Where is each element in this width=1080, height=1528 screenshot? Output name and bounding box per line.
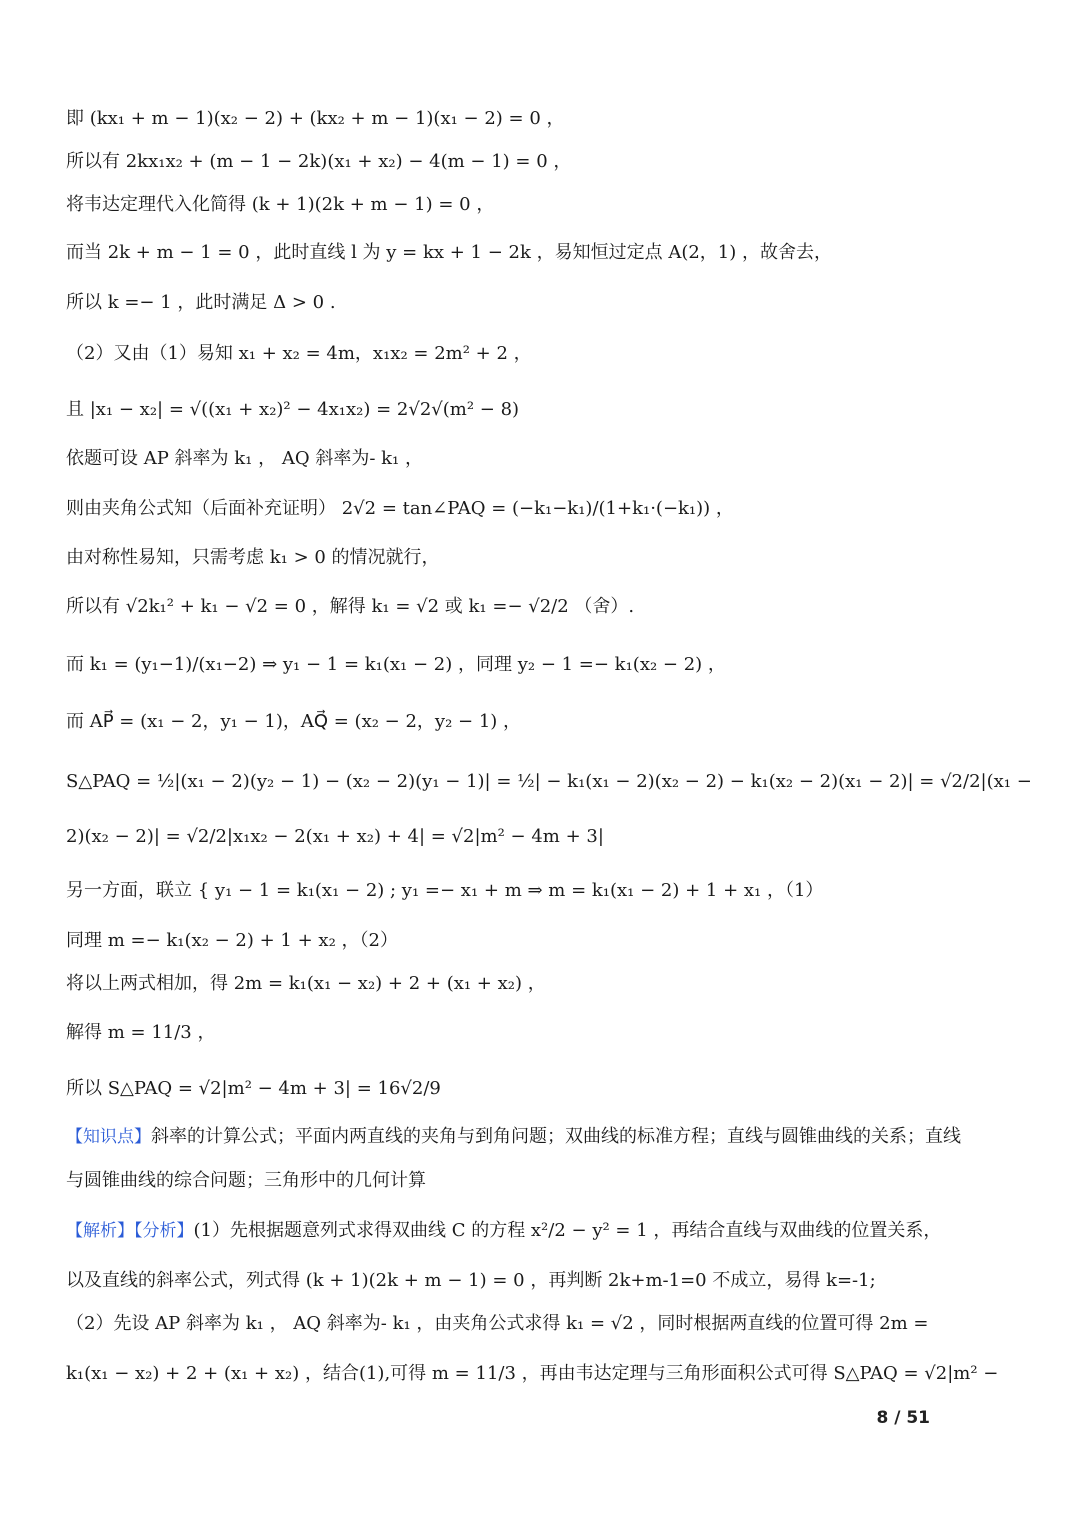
text-line: 将以上两式相加，得 2m = k₁(x₁ − x₂) + 2 + (x₁ + x₂) ，: [66, 973, 546, 994]
text-line: 2)(x₂ − 2)| = √2/2|x₁x₂ − 2(x₁ + x₂) + 4| = √2|m² − 4m + 3|: [66, 826, 604, 847]
knowledge-point-line: 【知识点】斜率的计算公式；平面内两直线的夹角与到角问题；双曲线的标准方程；直线与圆锥曲线的关系；直线: [66, 1126, 961, 1147]
text-line: 而 AP⃗ = (x₁ − 2，y₁ − 1)，AQ⃗ = (x₂ − 2，y₂ − 1) ，: [66, 711, 522, 732]
text-line: 而当 2k + m − 1 = 0 ，此时直线 l 为 y = kx + 1 − 2k ，易知恒过定点 A(2，1) ，故舍去，: [66, 242, 832, 263]
text-line: 且 |x₁ − x₂| = √((x₁ + x₂)² − 4x₁x₂) = 2√2√(m² − 8): [66, 399, 520, 420]
text-line: 另一方面，联立 { y₁ − 1 = k₁(x₁ − 2) ; y₁ =− x₁ + m ⇒ m = k₁(x₁ − 2) + 1 + x₁ ，（1）: [66, 880, 824, 901]
text-line: 将韦达定理代入化简得 (k + 1)(2k + m − 1) = 0 ，: [66, 194, 495, 215]
text-line: 而 k₁ = (y₁−1)/(x₁−2) ⇒ y₁ − 1 = k₁(x₁ − 2) ，同理 y₂ − 1 =− k₁(x₂ − 2) ，: [66, 654, 726, 675]
analysis-line: 【解析】【分析】(1）先根据题意列式求得双曲线 C 的方程 x²/2 − y² = 1 ，再结合直线与双曲线的位置关系，: [66, 1220, 942, 1241]
analysis-line: k₁(x₁ − x₂) + 2 + (x₁ + x₂) ，结合(1),可得 m = 11/3 ，再由韦达定理与三角形面积公式可得 S△PAQ = √2|m² −: [66, 1363, 999, 1384]
text-line: S△PAQ = ½|(x₁ − 2)(y₂ − 1) − (x₂ − 2)(y₁ − 1)| = ½| − k₁(x₁ − 2)(x₂ − 2) − k₁(x₂ − 2)(x₁ − 2)| = √2/2|(x₁ −: [66, 771, 1032, 792]
text-line: 依题可设 AP 斜率为 k₁ ， AQ 斜率为- k₁ ，: [66, 448, 423, 469]
analysis-line: 以及直线的斜率公式，列式得 (k + 1)(2k + m − 1) = 0 ，再判断 2k+m-1=0 不成立，易得 k=-1;: [66, 1270, 876, 1291]
text-line: 所以 k =− 1 ，此时满足 Δ > 0 .: [66, 292, 336, 313]
text-line: 即 (kx₁ + m − 1)(x₂ − 2) + (kx₂ + m − 1)(x₁ − 2) = 0 ，: [66, 108, 565, 129]
page-number: 8 / 51: [876, 1408, 930, 1428]
analysis-line: （2）先设 AP 斜率为 k₁ ， AQ 斜率为- k₁ ，由夹角公式求得 k₁ = √2 ，同时根据两直线的位置可得 2m =: [66, 1313, 929, 1334]
text-line: 所以有 √2k₁² + k₁ − √2 = 0 ，解得 k₁ = √2 或 k₁ =− √2/2 （舍）.: [66, 596, 635, 617]
text-line: 所以 S△PAQ = √2|m² − 4m + 3| = 16√2/9: [66, 1078, 441, 1099]
text-line: 解得 m = 11/3 ，: [66, 1022, 216, 1043]
text-line: 则由夹角公式知（后面补充证明） 2√2 = tan∠PAQ = (−k₁−k₁)/(1+k₁·(−k₁)) ，: [66, 498, 734, 519]
text-line: 同理 m =− k₁(x₂ − 2) + 1 + x₂ ，（2）: [66, 930, 398, 951]
text-line: 由对称性易知，只需考虑 k₁ > 0 的情况就行，: [66, 547, 440, 568]
knowledge-point-line: 与圆锥曲线的综合问题；三角形中的几何计算: [66, 1170, 426, 1191]
text-line: （2）又由（1）易知 x₁ + x₂ = 4m，x₁x₂ = 2m² + 2 ，: [66, 343, 532, 364]
text-line: 所以有 2kx₁x₂ + (m − 1 − 2k)(x₁ + x₂) − 4(m − 1) = 0 ，: [66, 151, 572, 172]
